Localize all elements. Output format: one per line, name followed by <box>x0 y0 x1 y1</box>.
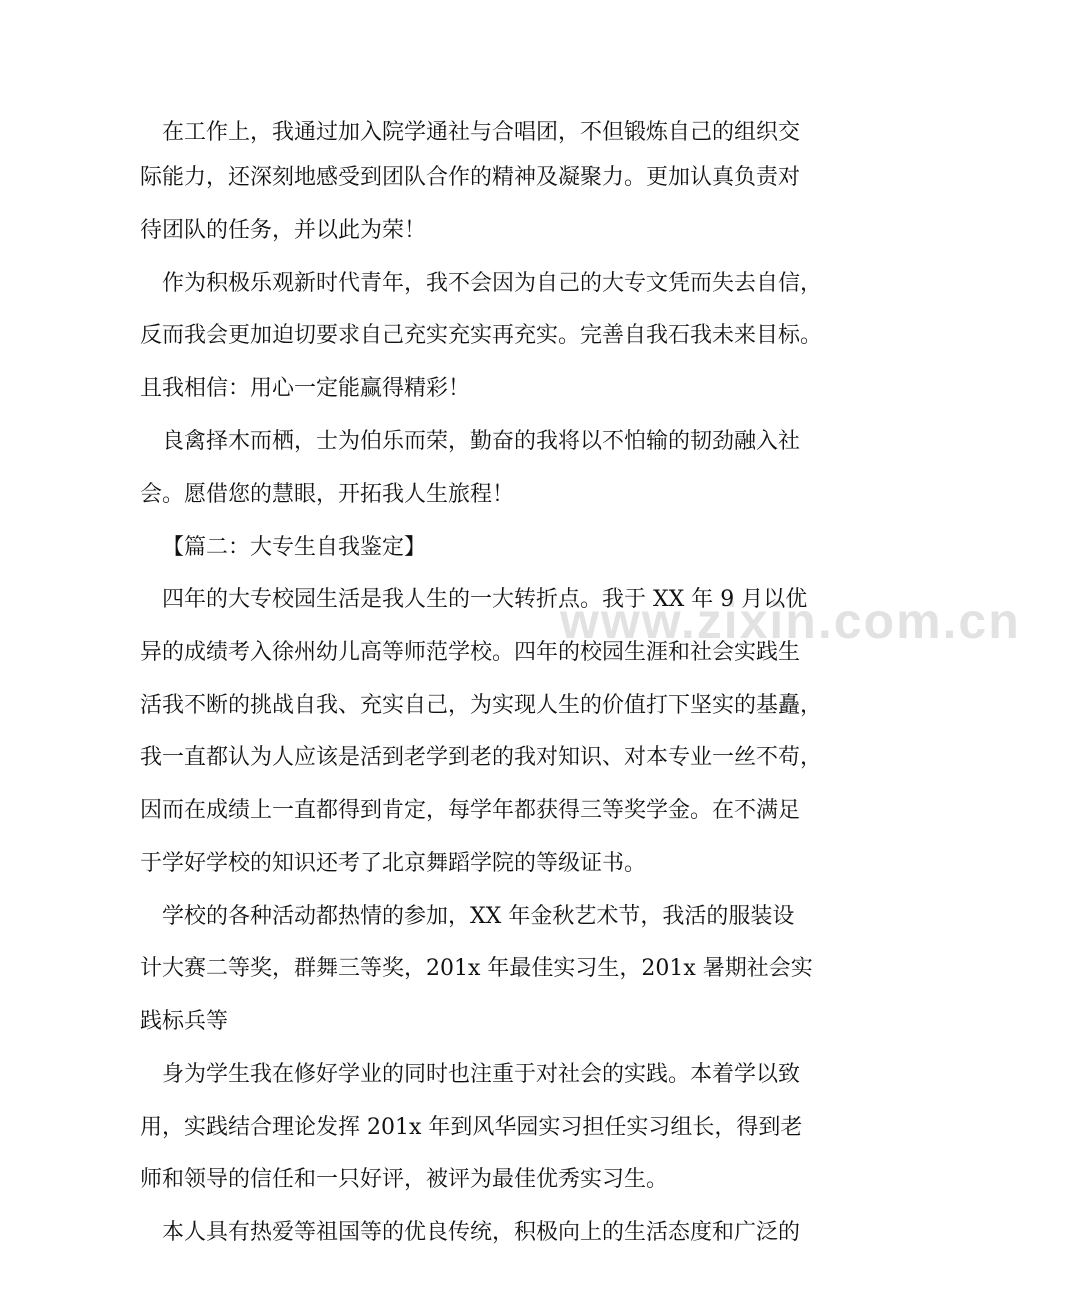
text-line: 学校的各种活动都热情的参加，XX 年金秋艺术节，我活的服装设 <box>162 904 795 929</box>
text-line: 身为学生我在修好学业的同时也注重于对社会的实践。本着学以致 <box>162 1062 801 1087</box>
text-line: 我一直都认为人应该是活到老学到老的我对知识、对本专业一丝不苟， <box>140 745 823 770</box>
text-line: 本人具有热爱等祖国等的优良传统，积极向上的生活态度和广泛的 <box>162 1220 801 1245</box>
text-line: 四年的大专校园生活是我人生的一大转折点。我于 XX 年 9 月以优 <box>162 587 808 612</box>
text-line: 践标兵等 <box>140 1009 229 1034</box>
text-line: 且我相信：用心一定能赢得精彩！ <box>140 376 471 401</box>
text-line: 异的成绩考入徐州幼儿高等师范学校。四年的校园生涯和社会实践生 <box>140 640 801 665</box>
text-line: 师和领导的信任和一只好评，被评为最佳优秀实习生。 <box>140 1167 669 1192</box>
section-heading: 【篇二：大专生自我鉴定】 <box>162 535 427 560</box>
watermark: www.zixin.com.cn <box>560 593 1021 649</box>
text-line: 因而在成绩上一直都得到肯定，每学年都获得三等奖学金。在不满足 <box>140 798 801 823</box>
text-line: 活我不断的挑战自我、充实自己，为实现人生的价值打下坚实的基矗， <box>140 693 823 718</box>
text-line: 用，实践结合理论发挥 201x 年到风华园实习担任实习组长，得到老 <box>140 1115 803 1140</box>
text-line: 作为积极乐观新时代青年，我不会因为自己的大专文凭而失去自信， <box>162 271 823 296</box>
text-line: 会。愿借您的慧眼，开拓我人生旅程！ <box>140 482 515 507</box>
text-line: 在工作上，我通过加入院学通社与合唱团，不但锻炼自己的组织交 <box>162 120 801 145</box>
text-line: 待团队的任务，并以此为荣！ <box>140 218 427 243</box>
text-line: 计大赛二等奖，群舞三等奖，201x 年最佳实习生，201x 暑期社会实 <box>140 956 813 981</box>
text-line: 际能力，还深刻地感受到团队合作的精神及凝聚力。更加认真负责对 <box>140 165 801 190</box>
text-line: 良禽择木而栖，士为伯乐而荣，勤奋的我将以不怕输的韧劲融入社 <box>162 429 801 454</box>
text-line: 于学好学校的知识还考了北京舞蹈学院的等级证书。 <box>140 851 647 876</box>
text-line: 反而我会更加迫切要求自己充实充实再充实。完善自我石我未来目标。 <box>140 323 823 348</box>
